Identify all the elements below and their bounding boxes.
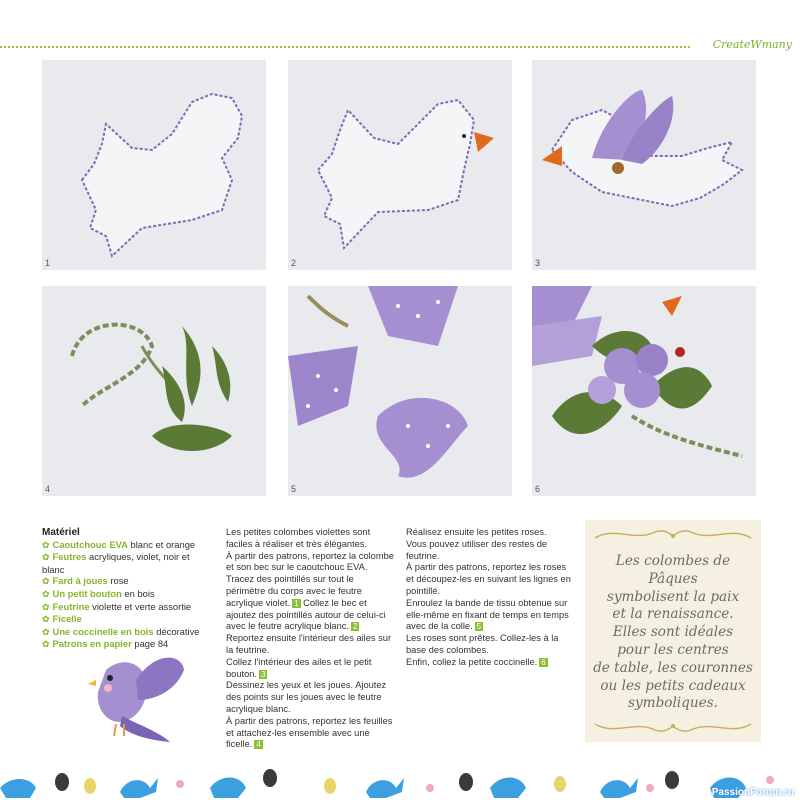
instruction-paragraph <box>406 657 574 669</box>
lilac-bird-illustration <box>86 650 186 746</box>
quote-line: Les colombes de Pâques <box>615 553 731 587</box>
dove-outline-image <box>42 60 266 270</box>
photo-number: 4 <box>45 484 51 494</box>
material-name: Patrons en papier <box>52 638 132 650</box>
step-badge: 1 <box>294 598 299 608</box>
instruction-text: À partir des patrons, reportez la colombe et son bec sur le caoutchouc EVA. Tracez des pointillés sur tout le périmètre du corps avec le feutre acrylique violet. <box>226 550 394 608</box>
instructions-column-1 <box>226 527 394 751</box>
photo-number: 2 <box>291 258 297 268</box>
step-photo-3 <box>532 60 756 270</box>
header-dotted-rule <box>0 46 690 48</box>
material-detail: page 84 <box>131 638 169 650</box>
flower-bullet-icon: ✿ <box>42 552 50 563</box>
flower-bullet-icon: ✿ <box>42 539 50 550</box>
material-item <box>42 551 214 575</box>
step-badge: 4 <box>256 740 261 750</box>
ornament-top-icon <box>585 522 761 546</box>
material-item <box>42 539 214 552</box>
easter-footer-band <box>0 758 800 800</box>
material-item <box>42 588 214 601</box>
material-name: Fard à joues <box>52 575 108 587</box>
flower-bullet-icon: ✿ <box>42 576 50 587</box>
quote-line: de table, les couronnes <box>593 659 753 676</box>
site-watermark: PassionForum.ru <box>711 787 794 798</box>
step-photo-2 <box>288 60 512 270</box>
instruction-paragraph <box>226 551 394 634</box>
step-badge: 6 <box>541 657 546 667</box>
photo-number: 1 <box>45 258 51 268</box>
quote-text <box>590 553 756 713</box>
instruction-paragraph: Réalisez ensuite les petites roses. <box>406 527 547 537</box>
photo-number: 5 <box>291 484 297 494</box>
step-photo-6 <box>532 286 756 496</box>
material-detail: décorative <box>153 625 200 637</box>
flower-bullet-icon: ✿ <box>42 601 50 612</box>
brand-logo: CreateWmany <box>712 38 792 51</box>
flower-bullet-icon: ✿ <box>42 639 50 650</box>
material-detail: acryliques, violet, noir et blanc <box>42 551 190 575</box>
instruction-paragraph: Les roses sont prêtes. Collez-les à la base des colombes. <box>406 633 559 655</box>
flower-bullet-icon: ✿ <box>42 626 50 637</box>
ornament-bottom-icon <box>585 716 761 740</box>
material-item <box>42 626 214 639</box>
material-item <box>42 613 214 626</box>
photo-number: 3 <box>535 258 541 268</box>
instruction-paragraph <box>226 657 394 681</box>
instruction-paragraph <box>406 598 574 633</box>
material-name: Feutrine <box>52 600 90 612</box>
step-photo-1 <box>42 60 266 270</box>
instruction-paragraph: À partir des patrons, reportez les roses et découpez-les en suivant les lignes en pointillé. <box>406 562 571 596</box>
instruction-text: À partir des patrons, reportez les feuilles et attachez-les ensemble avec une ficelle. <box>226 715 393 750</box>
photo-number: 6 <box>535 484 541 494</box>
material-detail: violette et verte assortie <box>89 600 192 612</box>
material-name: Une coccinelle en bois <box>52 625 154 637</box>
material-name: Feutres <box>52 551 87 563</box>
material-title: Matériel <box>42 527 80 538</box>
step-photo-4 <box>42 286 266 496</box>
flower-bullet-icon: ✿ <box>42 588 50 599</box>
material-name: Un petit bouton <box>52 587 122 599</box>
material-item <box>42 575 214 588</box>
material-detail: blanc et orange <box>127 538 196 550</box>
finished-dove-image <box>532 286 756 496</box>
fabric-roses-image <box>288 286 512 496</box>
dove-beak-image <box>288 60 512 270</box>
dove-wing-image <box>532 60 756 270</box>
instruction-text: Collez le bec et ajoutez des pointillés autour de celui-ci avec le feutre acrylique blanc. <box>226 597 386 632</box>
instruction-text: Collez l'intérieur des ailes et le petit bouton. <box>226 656 372 679</box>
quote-line: Elles sont idéales <box>612 624 734 641</box>
instruction-paragraph: Vous pouvez utiliser des restes de feutrine. <box>406 538 548 561</box>
instructions-column-2 <box>406 527 574 669</box>
leaves-twine-image <box>42 286 266 496</box>
instruction-paragraph: Dessinez les yeux et les joues. Ajoutez des points sur les joues avec le feutre acrylique blanc. <box>226 680 387 714</box>
quote-line: pour les centres <box>617 641 729 658</box>
material-name: Caoutchouc EVA <box>52 538 128 550</box>
quote-line: symbolisent la paix <box>606 588 740 605</box>
step-badge: 3 <box>261 669 266 679</box>
step-badge: 5 <box>476 622 482 632</box>
quote-line: et la renaissance. <box>612 606 734 623</box>
instruction-paragraph: Reportez ensuite l'intérieur des ailes sur la feutrine. <box>226 633 392 655</box>
quote-line: ou les petits cadeaux <box>600 677 746 694</box>
step-badge: 2 <box>353 622 358 632</box>
material-detail: rose <box>107 575 129 587</box>
instruction-text: Enroulez la bande de tissu obtenue sur elle-même en fixant de temps en temps avec de la colle. <box>406 597 569 632</box>
material-name: Ficelle <box>52 613 82 625</box>
flower-bullet-icon: ✿ <box>42 614 50 625</box>
instruction-text: Enfin, collez la petite coccinelle. <box>406 656 538 667</box>
quote-line: symboliques. <box>628 695 718 712</box>
instruction-paragraph: Les petites colombes violettes sont faciles à réaliser et très élégantes. <box>226 527 371 549</box>
material-detail: en bois <box>121 587 155 599</box>
instruction-paragraph <box>226 716 394 751</box>
step-photo-5 <box>288 286 512 496</box>
material-list <box>42 527 214 651</box>
material-item <box>42 601 214 614</box>
